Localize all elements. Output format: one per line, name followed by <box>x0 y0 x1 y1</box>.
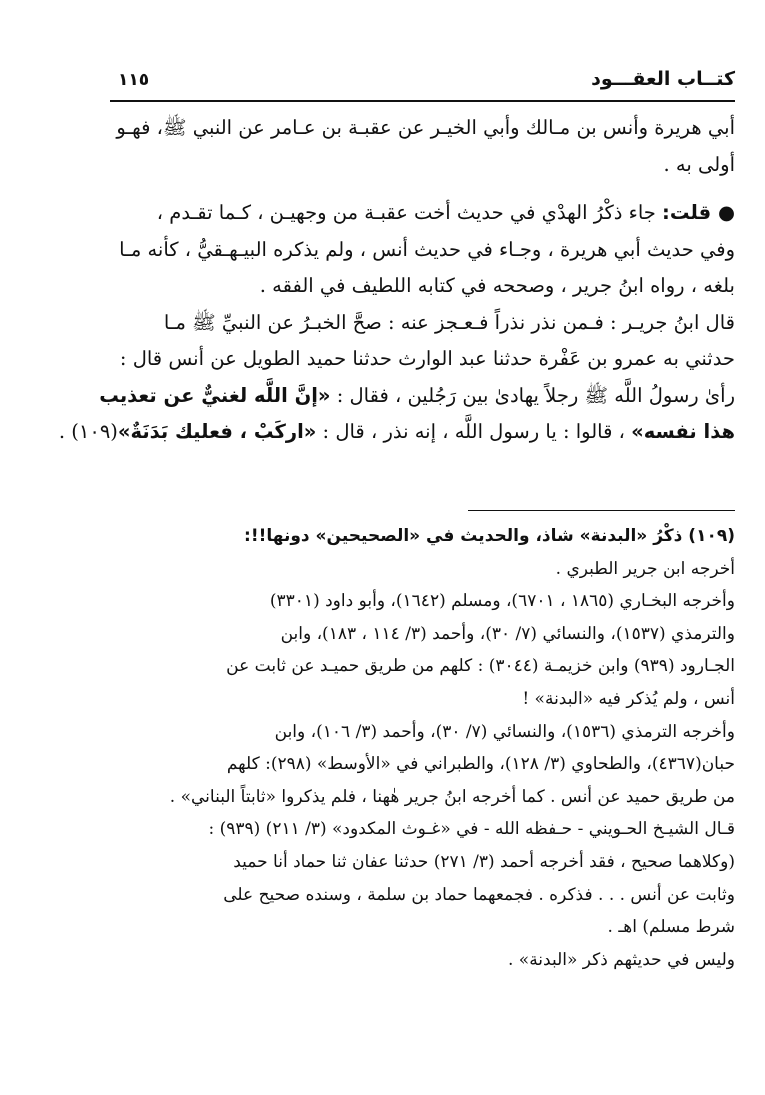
footnote-line: أخرجه ابن جرير الطبري . <box>555 558 735 579</box>
main-text <box>58 110 735 451</box>
running-title: كتــاب العقـــود <box>591 68 735 90</box>
footnote-line: الجـارود (٩٣٩) وابن خزيمـة (٣٠٤٤) : كلهم من طريق حميـد عن ثابت عن <box>226 656 735 677</box>
footnote-line: شرط مسلم) اهـ . <box>607 917 735 938</box>
page-number: ١١٥ <box>118 70 150 90</box>
footnote-reference: (١٠٩) . <box>58 420 118 443</box>
text-span: رأىٰ رسولُ اللَّه ﷺ رجلاً يهادىٰ بين رَجُلين ، فقال : <box>330 383 735 407</box>
text-line: حدثني به عمرو بن عَفْرة حدثنا عبد الوارث حدثنا حميد الطويل عن أنس قال : <box>119 347 735 370</box>
text-line: وفي حديث أبي هريرة ، وجـاء في حديث أنس ، ولم يذكره البيـهـقيُّ ، كأنه مـا <box>119 237 735 261</box>
hadith-quote: «إنَّ اللَّه لغنيٌّ عن تعذيب <box>99 383 331 407</box>
footnotes <box>110 520 735 976</box>
footnote-line: وأخرجه البخـاري (١٨٦٥ ، ٦٧٠١)، ومسلم (١٦٤٢)، وأبو داود (٣٣٠١) <box>269 591 735 612</box>
text-line <box>58 414 735 451</box>
paragraph-gap <box>110 183 735 195</box>
text-line <box>99 378 735 415</box>
hadith-quote: «اركَبْ ، فعليك بَدَنَةٌ» <box>117 420 317 443</box>
text-span: جاء ذكْرُ الهدْي في حديث أخت عقبـة من وجهيـن ، كـما تقـدم ، <box>156 201 663 224</box>
bullet-label: ● قلت: <box>662 201 735 224</box>
footnote-title: (١٠٩) ذكْرُ «البدنة» شاذ، والحديث في «الصحيحين» دونها!!: <box>244 526 735 546</box>
footnote-line: حبان(٤٣٦٧)، والطحاوي (٣/ ١٢٨)، والطبراني في «الأوسط» (٢٩٨): كلهم <box>226 754 735 775</box>
footnote-line: والترمذي (١٥٣٧)، والنسائي (٧/ ٣٠)، وأحمد (٣/ ١١٤ ، ١٨٣)، وابن <box>280 623 735 644</box>
footnote-line: (وكلاهما صحيح ، فقد أخرجه أحمد (٣/ ٢٧١) حدثنا عفان ثنا حماد أنا حميد <box>233 851 735 872</box>
text-line <box>110 195 735 232</box>
text-line: أولى به . <box>663 152 735 176</box>
page-header <box>110 66 735 102</box>
footnote-line: قـال الشيـخ الحـويني - حـفظه الله - في «غـوث المكدود» (٣/ ٢١١) (٩٣٩) : <box>208 819 735 840</box>
text-span: ، قالوا : يا رسول اللَّه ، إنه نذر ، قال : <box>316 420 632 443</box>
footnote-separator <box>468 510 735 511</box>
footnote-line: وأخرجه الترمذي (١٥٣٦)، والنسائي (٧/ ٣٠)، وأحمد (٣/ ١٠٦)، وابن <box>274 721 735 742</box>
text-line: قال ابنُ جريـر : فـمن نذر نذراً فـعـجز عنه : صحَّ الخبـرُ عن النبيِّ ﷺ مـا <box>163 310 735 334</box>
footnote-line: وثابت عن أنس . . . فذكره . فجمعهما حماد بن سلمة ، وسنده صحيح على <box>223 884 735 905</box>
text-line: أبي هريرة وأنس بن مـالك وأبي الخيـر عن عقبـة بن عـامر عن النبي ﷺ، فهـو <box>116 116 735 139</box>
footnote-line: من طريق حميد عن أنس . كما أخرجه ابنُ جرير هٰهنا ، فلم يذكروا «ثابتاً البناني» . <box>169 786 735 807</box>
footnote-line: أنس ، ولم يُذكر فيه «البدنة» ! <box>522 688 735 709</box>
text-line: بلغه ، رواه ابنُ جرير ، وصححه في كتابه اللطيف في الفقه . <box>259 274 735 297</box>
footnote-line: وليس في حديثهم ذكر «البدنة» . <box>507 949 735 970</box>
hadith-quote: هذا نفسه» <box>631 420 735 443</box>
